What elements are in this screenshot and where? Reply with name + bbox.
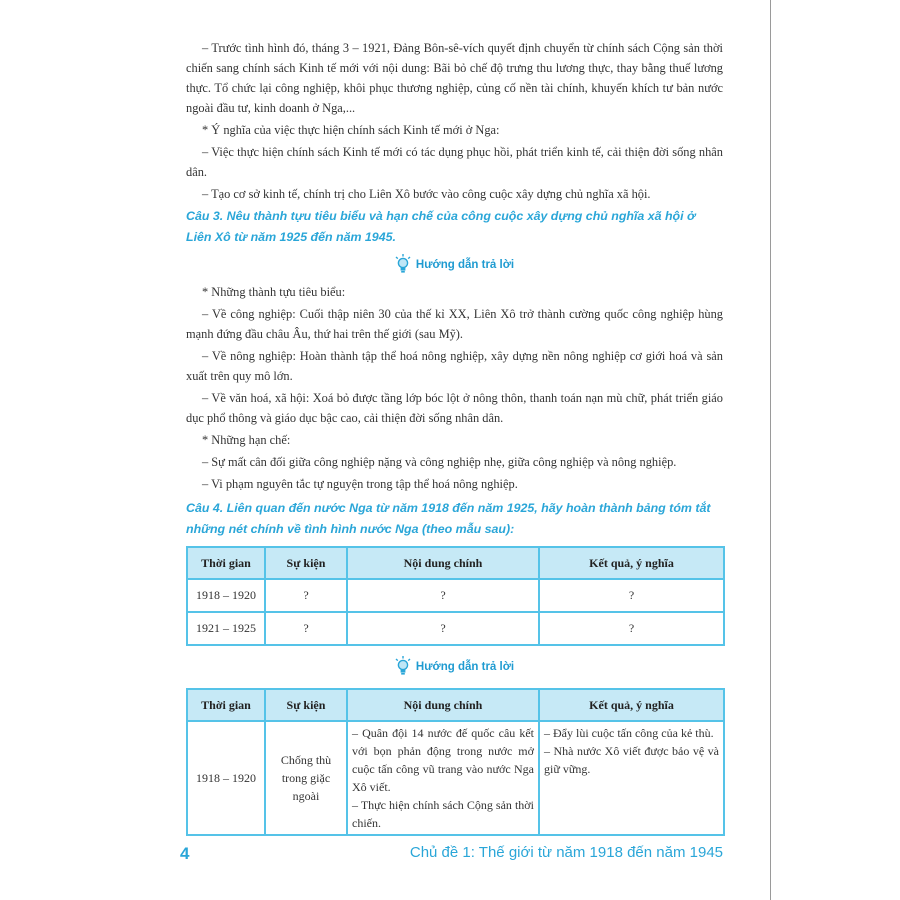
cell-result: ? bbox=[539, 579, 724, 612]
table-row bbox=[187, 612, 724, 645]
header-result: Kết quả, ý nghĩa bbox=[539, 689, 724, 721]
table-header-row bbox=[187, 547, 724, 579]
guide-label: Hướng dẫn trả lời bbox=[415, 661, 515, 673]
cell-content bbox=[347, 721, 539, 835]
cell-time: 1918 – 1920 bbox=[187, 721, 265, 835]
cell-event: ? bbox=[265, 612, 347, 645]
content-line: – Quân đội 14 nước đế quốc câu kết với bọn phản động trong nước mở cuộc tấn công vũ trang vào nước Nga Xô viết. bbox=[352, 726, 534, 794]
answer-line: – Về nông nghiệp: Hoàn thành tập thể hoá nông nghiệp, xây dựng nền nông nghiệp cơ giới hoá và sản xuất trên quy mô lớn. bbox=[186, 349, 723, 383]
cell-event: Chống thù trong giặc ngoài bbox=[265, 721, 347, 835]
cell-content: ? bbox=[347, 579, 539, 612]
paragraph: – Trước tình hình đó, tháng 3 – 1921, Đảng Bôn-sê-vích quyết định chuyển từ chính sách Cộng sản thời chiến sang chính sách Kinh tế mới với nội dung: Bãi bỏ chế độ trưng thu lương thực, thay bằng thuế lương thực. Tổ chức lại công nghiệp, khôi phục thương nghiệp, củng cố nền tài chính, khuyến khích tư bản nước ngoài đầu tư, kinh doanh ở Nga,... bbox=[186, 41, 723, 115]
content-line: – Thực hiện chính sách Cộng sản thời chiến. bbox=[352, 798, 534, 830]
table-row bbox=[187, 721, 724, 835]
answer-table bbox=[186, 688, 725, 836]
cell-time: 1921 – 1925 bbox=[187, 612, 265, 645]
table-header-row bbox=[187, 689, 724, 721]
question-3: Câu 3. Nêu thành tựu tiêu biểu và hạn chế của công cuộc xây dựng chủ nghĩa xã hội ở Liên Xô từ năm 1925 đến năm 1945. bbox=[186, 209, 696, 244]
result-line: – Nhà nước Xô viết được bảo vệ và giữ vững. bbox=[544, 744, 719, 776]
answer-line: – Vi phạm nguyên tắc tự nguyện trong tập thể hoá nông nghiệp. bbox=[202, 477, 518, 491]
paragraph: * Ý nghĩa của việc thực hiện chính sách Kinh tế mới ở Nga: bbox=[202, 123, 500, 137]
header-content: Nội dung chính bbox=[347, 547, 539, 579]
answer-line: * Những hạn chế: bbox=[202, 433, 291, 447]
result-line: – Đẩy lùi cuộc tấn công của kẻ thù. bbox=[544, 726, 714, 740]
cell-time: 1918 – 1920 bbox=[187, 579, 265, 612]
answer-line: – Sự mất cân đối giữa công nghiệp nặng và công nghiệp nhẹ, giữa công nghiệp và nông nghiệp. bbox=[202, 455, 677, 469]
guide-heading bbox=[186, 248, 723, 282]
page-number: 4 bbox=[180, 844, 190, 863]
answer-line: * Những thành tựu tiêu biểu: bbox=[202, 285, 346, 299]
header-content: Nội dung chính bbox=[347, 689, 539, 721]
cell-event: ? bbox=[265, 579, 347, 612]
guide-heading bbox=[186, 650, 723, 684]
answer-line: – Về văn hoá, xã hội: Xoá bỏ được tầng lớp bóc lột ở nông thôn, thanh toán nạn mù chữ, phát triển giáo dục phổ thông và giáo dục bậc cao, cải thiện đời sống nhân dân. bbox=[186, 391, 723, 425]
header-time: Thời gian bbox=[187, 689, 265, 721]
cell-content: ? bbox=[347, 612, 539, 645]
header-time: Thời gian bbox=[187, 547, 265, 579]
header-event: Sự kiện bbox=[265, 689, 347, 721]
cell-result: ? bbox=[539, 612, 724, 645]
paragraph: – Việc thực hiện chính sách Kinh tế mới có tác dụng phục hồi, phát triển kinh tế, cải thiện đời sống nhân dân. bbox=[186, 145, 723, 179]
answer-line: – Về công nghiệp: Cuối thập niên 30 của thế kỉ XX, Liên Xô trở thành cường quốc công nghiệp hùng mạnh đứng đầu châu Âu, thứ hai trên thế giới (sau Mỹ). bbox=[186, 307, 723, 341]
chapter-title: Chủ đề 1: Thế giới từ năm 1918 đến năm 1945 bbox=[409, 844, 723, 861]
paragraph: – Tạo cơ sở kinh tế, chính trị cho Liên Xô bước vào công cuộc xây dựng chủ nghĩa xã hội. bbox=[202, 187, 651, 201]
header-result: Kết quả, ý nghĩa bbox=[539, 547, 724, 579]
lightbulb-icon bbox=[395, 656, 411, 679]
header-event: Sự kiện bbox=[265, 547, 347, 579]
question-4: Câu 4. Liên quan đến nước Nga từ năm 1918 đến năm 1925, hãy hoàn thành bảng tóm tắt những nét chính về tình hình nước Nga (theo mẫu sau): bbox=[186, 501, 711, 536]
guide-label: Hướng dẫn trả lời bbox=[415, 259, 515, 271]
lightbulb-icon bbox=[395, 254, 411, 277]
page-footer bbox=[180, 844, 723, 864]
cell-result bbox=[539, 721, 724, 835]
page-edge bbox=[770, 0, 771, 900]
table-row bbox=[187, 579, 724, 612]
template-table bbox=[186, 546, 725, 646]
page-content bbox=[186, 38, 723, 836]
